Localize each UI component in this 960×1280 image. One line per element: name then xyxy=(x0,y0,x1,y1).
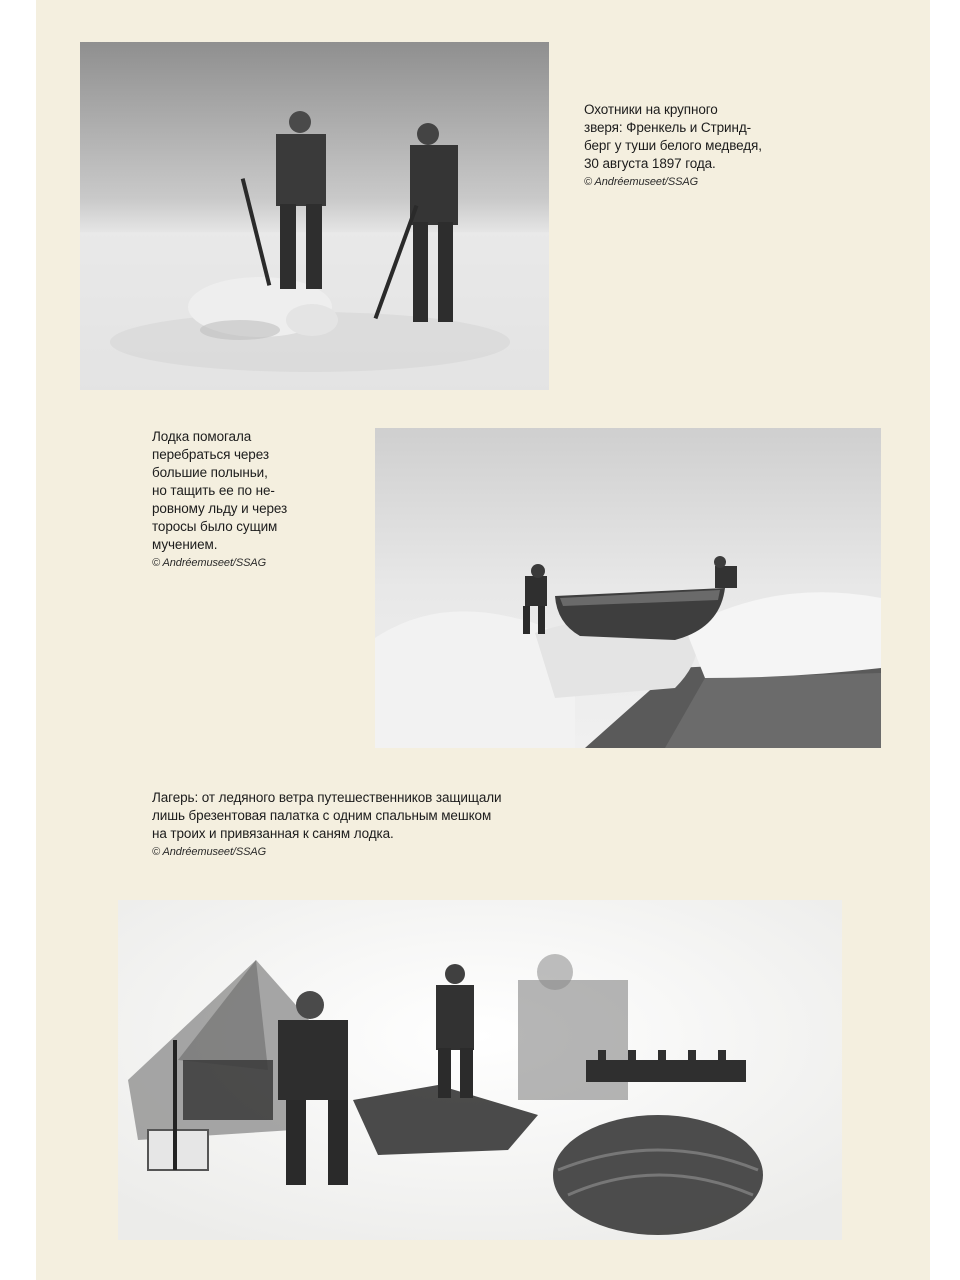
caption-line: большие полыньи, xyxy=(152,465,268,480)
caption-line: лишь брезентовая палатка с одним спальным мешком xyxy=(152,808,492,823)
photo-camp-image xyxy=(118,900,842,1240)
photo-credit: © Andréemuseet/SSAG xyxy=(584,176,699,188)
caption-boat xyxy=(152,428,287,571)
caption-line: зверя: Френкель и Стринд- xyxy=(584,120,752,135)
caption-hunters xyxy=(584,101,762,190)
caption-line: берг у туши белого медведя, xyxy=(584,138,762,153)
caption-line: торосы было сущим xyxy=(152,519,278,534)
caption-line: но тащить ее по не- xyxy=(152,483,275,498)
caption-camp xyxy=(152,789,501,860)
caption-line: мучением. xyxy=(152,537,218,552)
photo-hunters-image xyxy=(80,42,549,390)
caption-line: на троих и привязанная к саням лодка. xyxy=(152,826,394,841)
photo-boat-on-ice xyxy=(375,428,881,748)
caption-line: ровному льду и через xyxy=(152,501,288,516)
caption-line: Лагерь: от ледяного ветра путешественников защищали xyxy=(152,790,502,805)
caption-line: Лодка помогала xyxy=(152,429,252,444)
caption-line: 30 августа 1897 года. xyxy=(584,156,716,171)
photo-credit: © Andréemuseet/SSAG xyxy=(152,846,267,858)
photo-camp xyxy=(118,900,842,1240)
photo-boat-image xyxy=(375,428,881,748)
photo-hunters-polar-bear xyxy=(80,42,549,390)
caption-line: перебраться через xyxy=(152,447,269,462)
caption-line: Охотники на крупного xyxy=(584,102,718,117)
photo-credit: © Andréemuseet/SSAG xyxy=(152,557,267,569)
